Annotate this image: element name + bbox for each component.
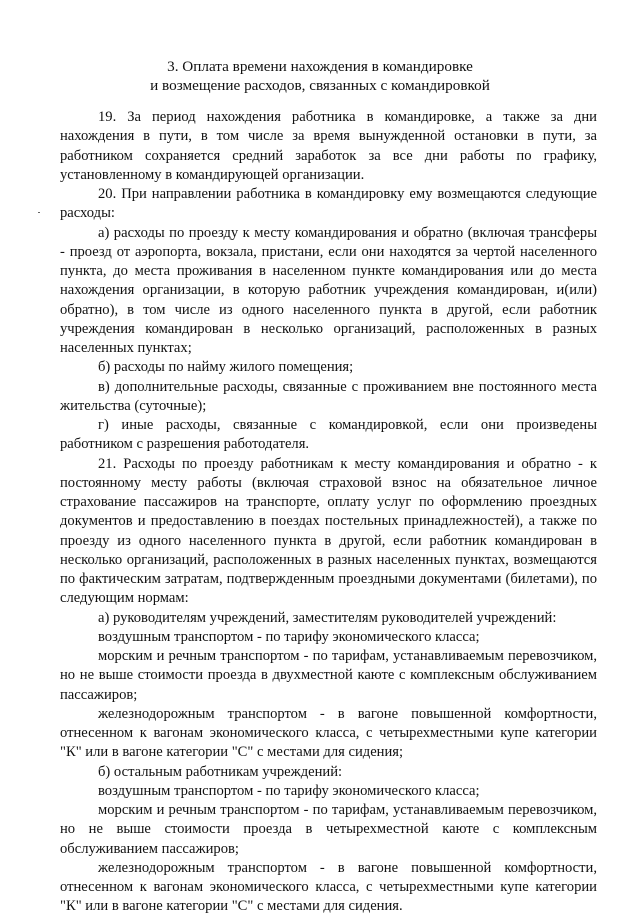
paragraph-21-a: а) руководителям учреждений, заместителям руководителей учреждений:: [98, 609, 557, 626]
paragraph-21-b-sea: морским и речным транспортом - по тарифам, устанавливаемым перевозчиком, но не выше стоимости проезда в четырехместной каюте с комплексным обслуживанием пассажиров;: [60, 802, 597, 857]
section-heading: [60, 57, 580, 95]
paragraph-21: 21. Расходы по проезду работникам к месту командирования и обратно - к постоянному месту работы (включая страховой взнос на обязательное личное страхование пассажиров на транспорте, оплату услуг по оформлению проездных документов и предоставлению в поездах постельных принадлежностей), а также по проезду из одного населенного пункта в другой, если работник командирован в несколько организаций, расположенных в разных населенных пунктах, возмещаются по фактическим затратам, подтвержденным проездными документами (билетами), по следующим нормам:: [60, 455, 597, 607]
paragraph-21-b: б) остальным работникам учреждений:: [98, 763, 343, 780]
paragraph-20-v: в) дополнительные расходы, связанные с проживанием вне постоянного места жительства (суточные);: [60, 378, 597, 414]
document-body: [60, 108, 597, 917]
paragraph-21-a-rail: железнодорожным транспортом - в вагоне повышенной комфортности, отнесенном к вагонам экономического класса, с четырехместными купе категории "К" или в вагоне категории "С" с местами для сидения;: [60, 705, 597, 761]
paragraph-21-a-air: воздушным транспортом - по тарифу экономического класса;: [98, 628, 480, 645]
paragraph-21-b-air: воздушным транспортом - по тарифу экономического класса;: [98, 782, 480, 799]
paragraph-20-a: а) расходы по проезду к месту командирования и обратно (включая трансферы - проезд от аэропорта, вокзала, пристани, если они находятся за чертой населенного пункта, до места проживания в населенном пункте командирования или до места нахождения организации, в которую работник учреждения командирован, и(или) обратно), в том числе из одного населенного пункта в другой, если работник учреждения командирован в несколько организаций, расположенных в разных населенных пунктах;: [60, 224, 597, 356]
section-title-line-1: 3. Оплата времени нахождения в командировке: [167, 58, 473, 75]
paragraph-20-b: б) расходы по найму жилого помещения;: [98, 359, 354, 376]
paragraph-21-b-rail: железнодорожным транспортом - в вагоне повышенной комфортности, отнесенном к вагонам экономического класса, с четырехместными купе категории "К" или в вагоне категории "С" с местами для сидения.: [60, 859, 597, 915]
paragraph-19: 19. За период нахождения работника в командировке, а также за дни нахождения в пути, в том числе за время вынужденной остановки в пути, за работником сохраняется средний заработок за все дни работы по графику, установленному в командирующей организации.: [60, 109, 597, 183]
section-title-line-2: и возмещение расходов, связанных с командировкой: [150, 77, 490, 94]
scan-mark: [38, 212, 40, 213]
paragraph-21-a-sea: морским и речным транспортом - по тарифам, устанавливаемым перевозчиком, но не выше стоимости проезда в двухместной каюте с комплексным обслуживанием пассажиров;: [60, 648, 597, 703]
paragraph-20-g: г) иные расходы, связанные с командировкой, если они произведены работником с разрешения работодателя.: [60, 417, 597, 453]
paragraph-20: 20. При направлении работника в командировку ему возмещаются следующие расходы:: [60, 186, 597, 222]
